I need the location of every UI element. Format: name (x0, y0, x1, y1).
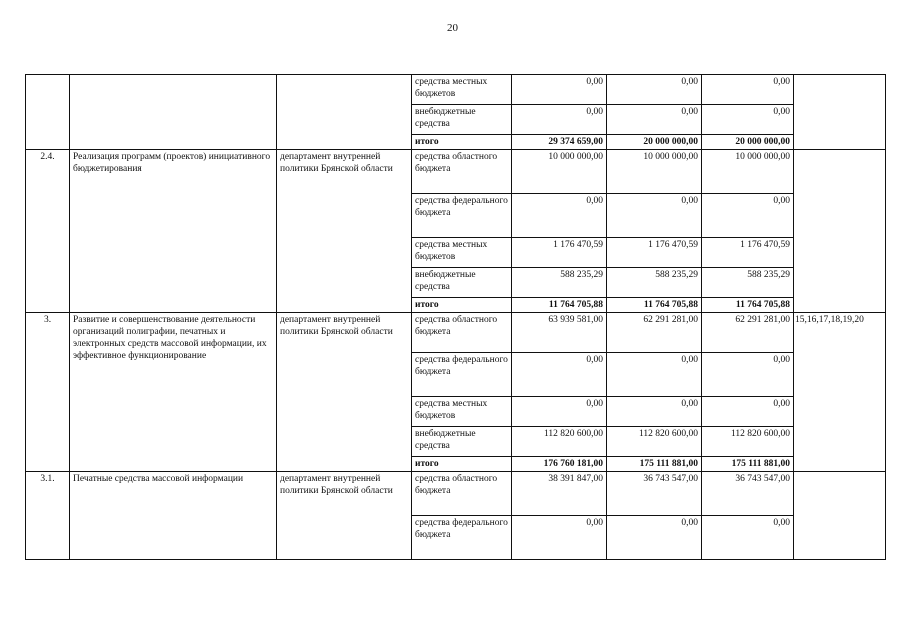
funding-source: итого (412, 298, 512, 313)
funding-table (25, 74, 886, 560)
value-cell: 0,00 (512, 353, 607, 397)
item-number (26, 75, 70, 150)
funding-source: средства областного бюджета (412, 313, 512, 353)
value-cell: 175 111 881,00 (702, 457, 794, 472)
funding-source: средства местных бюджетов (412, 397, 512, 427)
page-number: 20 (447, 22, 458, 34)
value-cell: 0,00 (607, 516, 702, 560)
value-cell: 0,00 (702, 75, 794, 105)
value-cell: 0,00 (702, 353, 794, 397)
value-cell: 0,00 (512, 105, 607, 135)
value-cell: 112 820 600,00 (512, 427, 607, 457)
item-name: Реализация программ (проектов) инициативного бюджетирования (70, 150, 277, 313)
value-cell: 20 000 000,00 (702, 135, 794, 150)
value-cell: 1 176 470,59 (702, 238, 794, 268)
value-cell: 0,00 (607, 397, 702, 427)
value-cell: 63 939 581,00 (512, 313, 607, 353)
value-cell: 36 743 547,00 (607, 472, 702, 516)
funding-source: средства местных бюджетов (412, 238, 512, 268)
funding-source: внебюджетные средства (412, 105, 512, 135)
value-cell: 0,00 (702, 397, 794, 427)
item-number: 3.1. (26, 472, 70, 560)
indicator-refs (794, 150, 886, 313)
value-cell: 11 764 705,88 (607, 298, 702, 313)
value-cell: 0,00 (607, 353, 702, 397)
value-cell: 0,00 (512, 75, 607, 105)
value-cell: 0,00 (607, 105, 702, 135)
value-cell: 1 176 470,59 (512, 238, 607, 268)
item-executor: департамент внутренней политики Брянской области (277, 472, 412, 560)
funding-source: средства федерального бюджета (412, 194, 512, 238)
value-cell: 588 235,29 (512, 268, 607, 298)
item-executor (277, 75, 412, 150)
value-cell: 10 000 000,00 (512, 150, 607, 194)
value-cell: 38 391 847,00 (512, 472, 607, 516)
value-cell: 112 820 600,00 (702, 427, 794, 457)
item-name (70, 75, 277, 150)
value-cell: 588 235,29 (702, 268, 794, 298)
funding-source: внебюджетные средства (412, 268, 512, 298)
funding-table-body (26, 75, 886, 560)
value-cell: 10 000 000,00 (702, 150, 794, 194)
indicator-refs: 15,16,17,18,19,20 (794, 313, 886, 472)
item-name: Развитие и совершенствование деятельности организаций полиграфии, печатных и электронных средств массовой информации, их эффективное функционирование (70, 313, 277, 472)
funding-source: средства федерального бюджета (412, 353, 512, 397)
funding-source: средства федерального бюджета (412, 516, 512, 560)
item-number: 3. (26, 313, 70, 472)
value-cell: 0,00 (702, 516, 794, 560)
funding-source: внебюджетные средства (412, 427, 512, 457)
value-cell: 10 000 000,00 (607, 150, 702, 194)
table-row (26, 75, 886, 105)
value-cell: 0,00 (607, 75, 702, 105)
value-cell: 11 764 705,88 (702, 298, 794, 313)
indicator-refs (794, 75, 886, 150)
value-cell: 29 374 659,00 (512, 135, 607, 150)
table-row (26, 313, 886, 353)
value-cell: 588 235,29 (607, 268, 702, 298)
indicator-refs (794, 472, 886, 560)
value-cell: 176 760 181,00 (512, 457, 607, 472)
item-executor: департамент внутренней политики Брянской области (277, 313, 412, 472)
funding-source: средства областного бюджета (412, 472, 512, 516)
funding-source: итого (412, 135, 512, 150)
value-cell: 0,00 (512, 397, 607, 427)
value-cell: 62 291 281,00 (702, 313, 794, 353)
funding-source: средства местных бюджетов (412, 75, 512, 105)
value-cell: 0,00 (702, 105, 794, 135)
item-executor: департамент внутренней политики Брянской области (277, 150, 412, 313)
item-number: 2.4. (26, 150, 70, 313)
item-name: Печатные средства массовой информации (70, 472, 277, 560)
table-row (26, 472, 886, 516)
value-cell: 0,00 (512, 194, 607, 238)
table-row (26, 150, 886, 194)
value-cell: 175 111 881,00 (607, 457, 702, 472)
value-cell: 11 764 705,88 (512, 298, 607, 313)
funding-source: итого (412, 457, 512, 472)
value-cell: 36 743 547,00 (702, 472, 794, 516)
value-cell: 1 176 470,59 (607, 238, 702, 268)
value-cell: 112 820 600,00 (607, 427, 702, 457)
value-cell: 62 291 281,00 (607, 313, 702, 353)
value-cell: 0,00 (607, 194, 702, 238)
value-cell: 20 000 000,00 (607, 135, 702, 150)
value-cell: 0,00 (702, 194, 794, 238)
funding-table-container (25, 74, 886, 560)
funding-source: средства областного бюджета (412, 150, 512, 194)
value-cell: 0,00 (512, 516, 607, 560)
